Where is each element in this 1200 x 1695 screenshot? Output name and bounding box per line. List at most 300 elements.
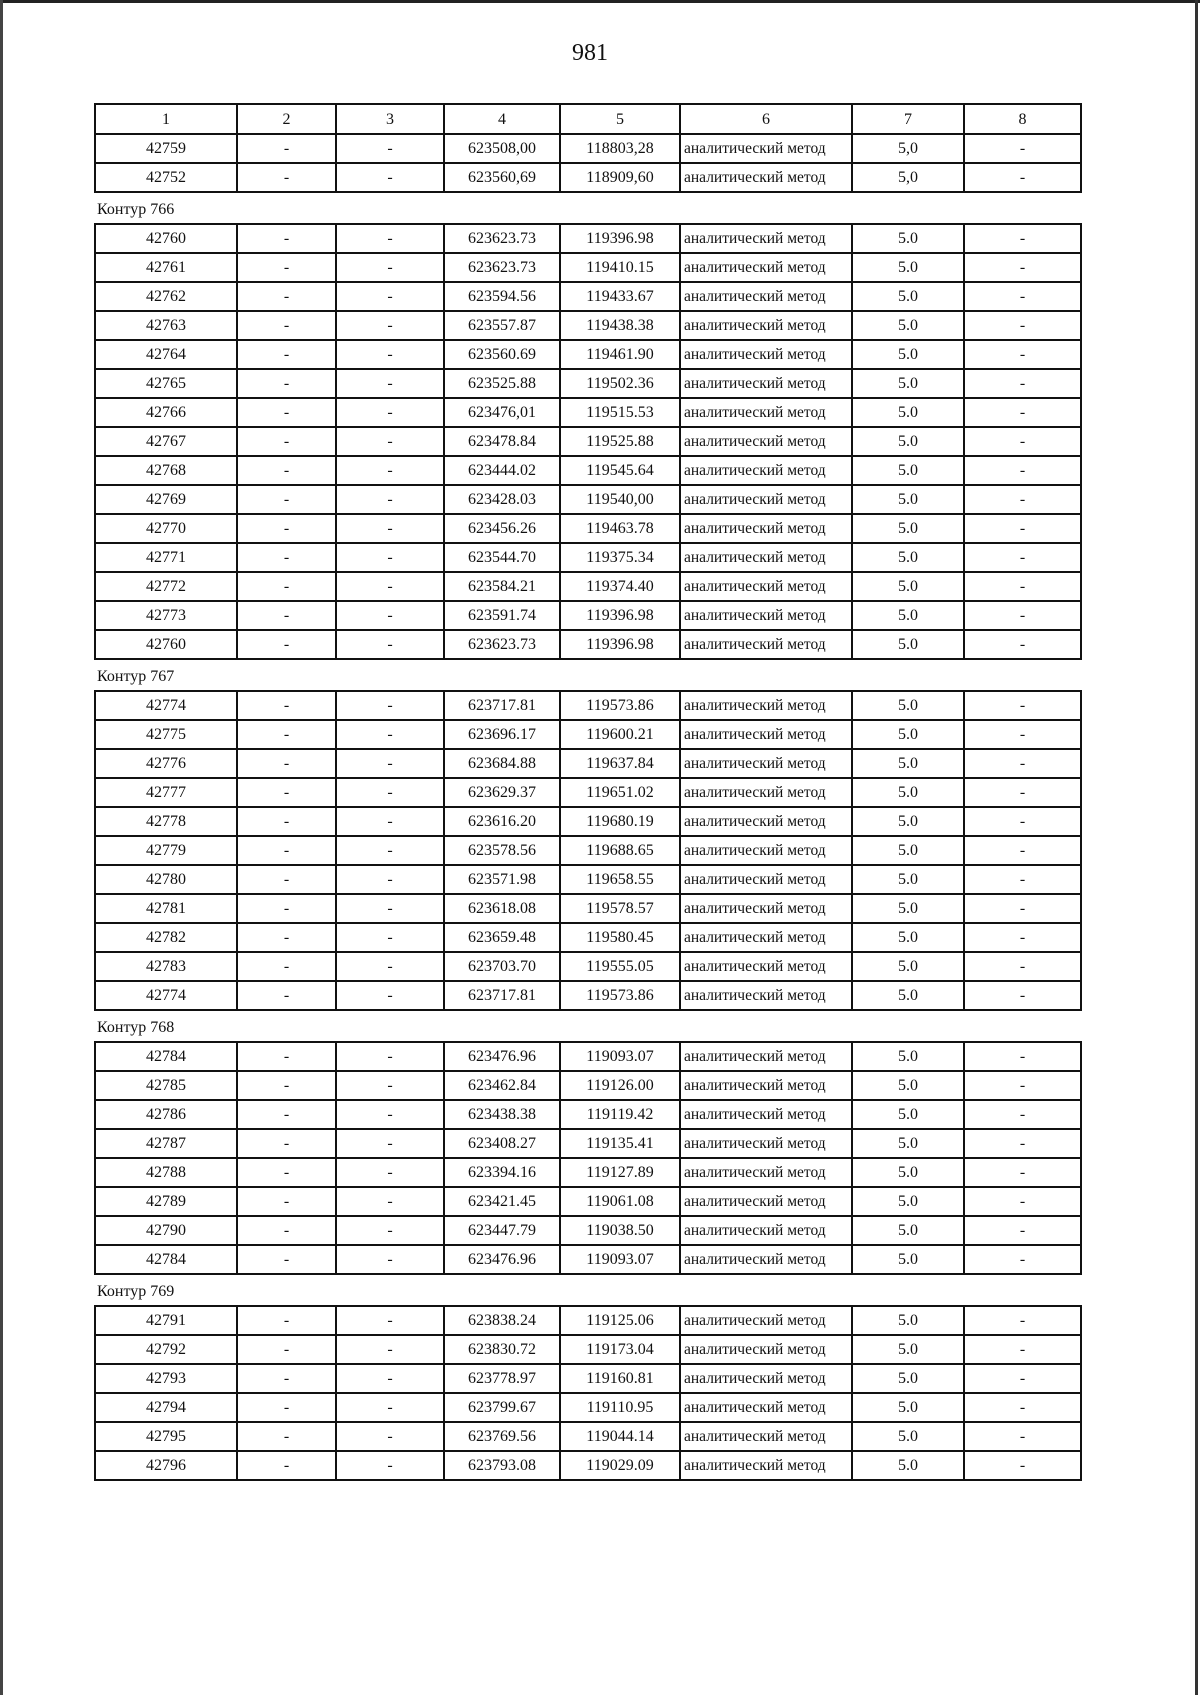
cell-method: аналитический метод (680, 311, 852, 340)
table-row (95, 1158, 1081, 1187)
cell-coord-y: 119375.34 (560, 543, 680, 572)
scan-edge-right (1195, 0, 1198, 1695)
cell-col-8: - (964, 1129, 1081, 1158)
coordinates-table (94, 690, 1082, 1011)
cell-point-number: 42764 (95, 340, 237, 369)
cell-point-number: 42762 (95, 282, 237, 311)
cell-point-number: 42767 (95, 427, 237, 456)
cell-point-number: 42778 (95, 807, 237, 836)
cell-coord-x: 623659.48 (444, 923, 560, 952)
cell-point-number: 42792 (95, 1335, 237, 1364)
cell-col-3: - (336, 514, 444, 543)
cell-accuracy: 5.0 (852, 1100, 964, 1129)
cell-coord-x: 623462.84 (444, 1071, 560, 1100)
cell-method: аналитический метод (680, 1306, 852, 1335)
cell-coord-x: 623444.02 (444, 456, 560, 485)
cell-col-3: - (336, 543, 444, 572)
cell-coord-x: 623717.81 (444, 691, 560, 720)
cell-col-2: - (237, 1335, 336, 1364)
cell-point-number: 42761 (95, 253, 237, 282)
cell-method: аналитический метод (680, 1071, 852, 1100)
cell-coord-x: 623793.08 (444, 1451, 560, 1480)
column-header: 4 (444, 104, 560, 134)
cell-col-8: - (964, 1451, 1081, 1480)
cell-col-2: - (237, 224, 336, 253)
cell-col-8: - (964, 923, 1081, 952)
contour-label: Контур 766 (97, 201, 175, 218)
cell-coord-x: 623525.88 (444, 369, 560, 398)
cell-method: аналитический метод (680, 1451, 852, 1480)
cell-method: аналитический метод (680, 1422, 852, 1451)
cell-col-2: - (237, 427, 336, 456)
cell-col-2: - (237, 836, 336, 865)
cell-col-3: - (336, 836, 444, 865)
table-row (95, 427, 1081, 456)
cell-col-3: - (336, 691, 444, 720)
cell-col-3: - (336, 1216, 444, 1245)
cell-col-8: - (964, 485, 1081, 514)
cell-coord-x: 623618.08 (444, 894, 560, 923)
cell-col-2: - (237, 514, 336, 543)
cell-point-number: 42782 (95, 923, 237, 952)
cell-coord-x: 623560.69 (444, 340, 560, 369)
cell-col-8: - (964, 894, 1081, 923)
cell-col-3: - (336, 720, 444, 749)
cell-col-2: - (237, 1042, 336, 1071)
cell-accuracy: 5.0 (852, 514, 964, 543)
cell-col-2: - (237, 894, 336, 923)
cell-col-2: - (237, 1129, 336, 1158)
cell-coord-x: 623571.98 (444, 865, 560, 894)
cell-col-8: - (964, 311, 1081, 340)
cell-accuracy: 5.0 (852, 601, 964, 630)
table-row (95, 163, 1081, 192)
cell-col-3: - (336, 485, 444, 514)
cell-col-8: - (964, 1042, 1081, 1071)
cell-coord-x: 623616.20 (444, 807, 560, 836)
cell-coord-y: 119433.67 (560, 282, 680, 311)
cell-accuracy: 5.0 (852, 224, 964, 253)
table-row (95, 1187, 1081, 1216)
cell-col-2: - (237, 1245, 336, 1274)
column-header: 5 (560, 104, 680, 134)
cell-coord-x: 623476.96 (444, 1042, 560, 1071)
cell-coord-x: 623629.37 (444, 778, 560, 807)
cell-accuracy: 5.0 (852, 865, 964, 894)
table-row (95, 485, 1081, 514)
coordinates-table-with-header (94, 103, 1082, 193)
cell-method: аналитический метод (680, 923, 852, 952)
cell-point-number: 42780 (95, 865, 237, 894)
table-row (95, 1071, 1081, 1100)
cell-col-8: - (964, 601, 1081, 630)
cell-col-2: - (237, 1451, 336, 1480)
cell-col-2: - (237, 1100, 336, 1129)
cell-col-3: - (336, 807, 444, 836)
table-row (95, 749, 1081, 778)
cell-col-8: - (964, 340, 1081, 369)
table-row (95, 836, 1081, 865)
cell-col-2: - (237, 1187, 336, 1216)
cell-point-number: 42770 (95, 514, 237, 543)
cell-coord-y: 119525.88 (560, 427, 680, 456)
cell-point-number: 42777 (95, 778, 237, 807)
table-row (95, 514, 1081, 543)
cell-point-number: 42765 (95, 369, 237, 398)
cell-col-8: - (964, 1216, 1081, 1245)
table-row (95, 807, 1081, 836)
cell-col-8: - (964, 981, 1081, 1010)
cell-coord-x: 623456.26 (444, 514, 560, 543)
cell-point-number: 42790 (95, 1216, 237, 1245)
cell-col-8: - (964, 543, 1081, 572)
cell-method: аналитический метод (680, 807, 852, 836)
cell-col-8: - (964, 456, 1081, 485)
cell-col-8: - (964, 1306, 1081, 1335)
cell-col-8: - (964, 1245, 1081, 1274)
cell-accuracy: 5.0 (852, 1451, 964, 1480)
cell-method: аналитический метод (680, 1129, 852, 1158)
cell-accuracy: 5.0 (852, 311, 964, 340)
table-row (95, 1245, 1081, 1274)
cell-accuracy: 5.0 (852, 572, 964, 601)
cell-coord-x: 623594.56 (444, 282, 560, 311)
table-row (95, 253, 1081, 282)
cell-coord-y: 118909,60 (560, 163, 680, 192)
cell-point-number: 42779 (95, 836, 237, 865)
cell-col-8: - (964, 514, 1081, 543)
cell-col-8: - (964, 1071, 1081, 1100)
cell-method: аналитический метод (680, 981, 852, 1010)
cell-coord-x: 623703.70 (444, 952, 560, 981)
cell-col-2: - (237, 865, 336, 894)
cell-col-8: - (964, 163, 1081, 192)
cell-col-3: - (336, 1451, 444, 1480)
table-header-row (95, 104, 1081, 134)
column-header: 1 (95, 104, 237, 134)
table-row (95, 981, 1081, 1010)
page-number: 981 (572, 40, 608, 66)
cell-coord-y: 119600.21 (560, 720, 680, 749)
cell-method: аналитический метод (680, 282, 852, 311)
cell-point-number: 42759 (95, 134, 237, 163)
cell-col-3: - (336, 224, 444, 253)
cell-col-3: - (336, 572, 444, 601)
cell-accuracy: 5.0 (852, 749, 964, 778)
cell-point-number: 42768 (95, 456, 237, 485)
cell-col-8: - (964, 1364, 1081, 1393)
cell-col-8: - (964, 1335, 1081, 1364)
column-header: 6 (680, 104, 852, 134)
cell-coord-y: 119126.00 (560, 1071, 680, 1100)
cell-method: аналитический метод (680, 224, 852, 253)
cell-col-8: - (964, 369, 1081, 398)
cell-method: аналитический метод (680, 1100, 852, 1129)
cell-coord-y: 119410.15 (560, 253, 680, 282)
cell-accuracy: 5.0 (852, 253, 964, 282)
cell-col-3: - (336, 253, 444, 282)
cell-method: аналитический метод (680, 1042, 852, 1071)
cell-coord-x: 623394.16 (444, 1158, 560, 1187)
table-row (95, 1306, 1081, 1335)
table-row (95, 311, 1081, 340)
cell-accuracy: 5.0 (852, 398, 964, 427)
cell-coord-y: 119545.64 (560, 456, 680, 485)
coordinates-table (94, 1305, 1082, 1481)
cell-coord-y: 119438.38 (560, 311, 680, 340)
table-row (95, 1100, 1081, 1129)
cell-col-8: - (964, 1187, 1081, 1216)
table-row (95, 1335, 1081, 1364)
cell-col-2: - (237, 1422, 336, 1451)
cell-coord-y: 119651.02 (560, 778, 680, 807)
cell-method: аналитический метод (680, 630, 852, 659)
table-row (95, 630, 1081, 659)
cell-point-number: 42774 (95, 981, 237, 1010)
cell-coord-y: 119637.84 (560, 749, 680, 778)
cell-col-8: - (964, 224, 1081, 253)
cell-coord-y: 119374.40 (560, 572, 680, 601)
cell-coord-x: 623584.21 (444, 572, 560, 601)
cell-method: аналитический метод (680, 749, 852, 778)
cell-accuracy: 5,0 (852, 134, 964, 163)
cell-coord-y: 119396.98 (560, 630, 680, 659)
cell-col-8: - (964, 1393, 1081, 1422)
cell-coord-y: 119135.41 (560, 1129, 680, 1158)
cell-coord-y: 119396.98 (560, 601, 680, 630)
cell-coord-x: 623476,01 (444, 398, 560, 427)
column-header: 3 (336, 104, 444, 134)
cell-point-number: 42789 (95, 1187, 237, 1216)
cell-col-3: - (336, 1422, 444, 1451)
cell-col-2: - (237, 981, 336, 1010)
cell-method: аналитический метод (680, 952, 852, 981)
cell-coord-y: 119038.50 (560, 1216, 680, 1245)
cell-coord-x: 623769.56 (444, 1422, 560, 1451)
cell-method: аналитический метод (680, 163, 852, 192)
cell-col-3: - (336, 1335, 444, 1364)
cell-point-number: 42794 (95, 1393, 237, 1422)
cell-accuracy: 5.0 (852, 894, 964, 923)
table-row (95, 572, 1081, 601)
table-row (95, 398, 1081, 427)
cell-coord-x: 623438.38 (444, 1100, 560, 1129)
cell-coord-y: 119029.09 (560, 1451, 680, 1480)
cell-point-number: 42793 (95, 1364, 237, 1393)
cell-method: аналитический метод (680, 1335, 852, 1364)
cell-point-number: 42772 (95, 572, 237, 601)
cell-accuracy: 5.0 (852, 720, 964, 749)
cell-col-3: - (336, 427, 444, 456)
cell-col-8: - (964, 807, 1081, 836)
cell-coord-x: 623684.88 (444, 749, 560, 778)
cell-col-3: - (336, 601, 444, 630)
cell-col-2: - (237, 601, 336, 630)
cell-col-3: - (336, 311, 444, 340)
cell-point-number: 42760 (95, 630, 237, 659)
cell-col-2: - (237, 749, 336, 778)
cell-coord-y: 119110.95 (560, 1393, 680, 1422)
cell-method: аналитический метод (680, 894, 852, 923)
table-row (95, 720, 1081, 749)
cell-accuracy: 5.0 (852, 836, 964, 865)
cell-accuracy: 5.0 (852, 1042, 964, 1071)
table-row (95, 543, 1081, 572)
cell-method: аналитический метод (680, 601, 852, 630)
cell-coord-x: 623717.81 (444, 981, 560, 1010)
cell-col-8: - (964, 1158, 1081, 1187)
cell-col-2: - (237, 340, 336, 369)
cell-method: аналитический метод (680, 1393, 852, 1422)
cell-col-8: - (964, 865, 1081, 894)
cell-method: аналитический метод (680, 865, 852, 894)
cell-coord-y: 119160.81 (560, 1364, 680, 1393)
cell-col-2: - (237, 311, 336, 340)
cell-col-3: - (336, 1100, 444, 1129)
table-row (95, 1393, 1081, 1422)
cell-point-number: 42785 (95, 1071, 237, 1100)
cell-point-number: 42774 (95, 691, 237, 720)
column-header: 7 (852, 104, 964, 134)
cell-col-3: - (336, 398, 444, 427)
cell-coord-x: 623830.72 (444, 1335, 560, 1364)
cell-col-2: - (237, 456, 336, 485)
table-row (95, 1042, 1081, 1071)
cell-method: аналитический метод (680, 778, 852, 807)
cell-col-3: - (336, 1393, 444, 1422)
cell-col-2: - (237, 1364, 336, 1393)
cell-accuracy: 5.0 (852, 340, 964, 369)
cell-point-number: 42788 (95, 1158, 237, 1187)
cell-method: аналитический метод (680, 572, 852, 601)
cell-point-number: 42776 (95, 749, 237, 778)
cell-col-2: - (237, 1216, 336, 1245)
cell-col-8: - (964, 134, 1081, 163)
cell-coord-x: 623591.74 (444, 601, 560, 630)
cell-accuracy: 5.0 (852, 369, 964, 398)
cell-coord-y: 119680.19 (560, 807, 680, 836)
table-row (95, 1364, 1081, 1393)
cell-col-2: - (237, 1071, 336, 1100)
cell-col-3: - (336, 134, 444, 163)
cell-col-2: - (237, 572, 336, 601)
cell-coord-x: 623476.96 (444, 1245, 560, 1274)
cell-col-8: - (964, 1422, 1081, 1451)
cell-col-8: - (964, 427, 1081, 456)
cell-col-8: - (964, 720, 1081, 749)
cell-coord-x: 623623.73 (444, 253, 560, 282)
cell-method: аналитический метод (680, 485, 852, 514)
cell-point-number: 42791 (95, 1306, 237, 1335)
table-row (95, 952, 1081, 981)
cell-coord-x: 623544.70 (444, 543, 560, 572)
cell-coord-x: 623428.03 (444, 485, 560, 514)
cell-coord-y: 119658.55 (560, 865, 680, 894)
table-row (95, 1422, 1081, 1451)
cell-accuracy: 5.0 (852, 427, 964, 456)
cell-coord-y: 119119.42 (560, 1100, 680, 1129)
cell-coord-x: 623408.27 (444, 1129, 560, 1158)
cell-col-3: - (336, 1129, 444, 1158)
cell-col-3: - (336, 981, 444, 1010)
cell-coord-x: 623696.17 (444, 720, 560, 749)
cell-method: аналитический метод (680, 1216, 852, 1245)
table-row (95, 691, 1081, 720)
cell-col-8: - (964, 253, 1081, 282)
cell-point-number: 42787 (95, 1129, 237, 1158)
cell-accuracy: 5.0 (852, 1187, 964, 1216)
cell-col-2: - (237, 282, 336, 311)
cell-col-3: - (336, 865, 444, 894)
cell-coord-y: 119578.57 (560, 894, 680, 923)
cell-col-2: - (237, 163, 336, 192)
cell-accuracy: 5.0 (852, 691, 964, 720)
table-row (95, 1451, 1081, 1480)
cell-accuracy: 5.0 (852, 807, 964, 836)
cell-col-2: - (237, 1158, 336, 1187)
cell-coord-y: 119688.65 (560, 836, 680, 865)
cell-coord-y: 119540,00 (560, 485, 680, 514)
cell-col-8: - (964, 398, 1081, 427)
cell-accuracy: 5.0 (852, 543, 964, 572)
cell-coord-x: 623447.79 (444, 1216, 560, 1245)
cell-col-2: - (237, 807, 336, 836)
cell-accuracy: 5.0 (852, 1071, 964, 1100)
cell-col-2: - (237, 369, 336, 398)
cell-col-3: - (336, 1187, 444, 1216)
cell-col-3: - (336, 952, 444, 981)
cell-col-8: - (964, 1100, 1081, 1129)
cell-method: аналитический метод (680, 691, 852, 720)
table-row (95, 923, 1081, 952)
cell-col-2: - (237, 923, 336, 952)
cell-coord-y: 119461.90 (560, 340, 680, 369)
table-row (95, 1216, 1081, 1245)
cell-col-2: - (237, 485, 336, 514)
column-header: 8 (964, 104, 1081, 134)
cell-coord-x: 623578.56 (444, 836, 560, 865)
table-row (95, 456, 1081, 485)
cell-col-3: - (336, 456, 444, 485)
cell-method: аналитический метод (680, 720, 852, 749)
cell-point-number: 42769 (95, 485, 237, 514)
cell-accuracy: 5.0 (852, 1129, 964, 1158)
cell-col-2: - (237, 253, 336, 282)
cell-col-8: - (964, 952, 1081, 981)
cell-coord-y: 119555.05 (560, 952, 680, 981)
cell-col-3: - (336, 1158, 444, 1187)
cell-method: аналитический метод (680, 134, 852, 163)
cell-coord-x: 623799.67 (444, 1393, 560, 1422)
cell-accuracy: 5.0 (852, 952, 964, 981)
cell-point-number: 42795 (95, 1422, 237, 1451)
cell-coord-y: 119573.86 (560, 691, 680, 720)
scan-edge-top (0, 0, 1200, 3)
cell-coord-y: 119573.86 (560, 981, 680, 1010)
cell-coord-y: 119502.36 (560, 369, 680, 398)
cell-col-2: - (237, 691, 336, 720)
cell-point-number: 42781 (95, 894, 237, 923)
cell-col-3: - (336, 282, 444, 311)
cell-point-number: 42783 (95, 952, 237, 981)
cell-coord-y: 119396.98 (560, 224, 680, 253)
cell-coord-y: 119580.45 (560, 923, 680, 952)
contour-label: Контур 767 (97, 668, 175, 685)
cell-coord-x: 623560,69 (444, 163, 560, 192)
cell-col-2: - (237, 398, 336, 427)
cell-accuracy: 5.0 (852, 923, 964, 952)
cell-accuracy: 5.0 (852, 485, 964, 514)
